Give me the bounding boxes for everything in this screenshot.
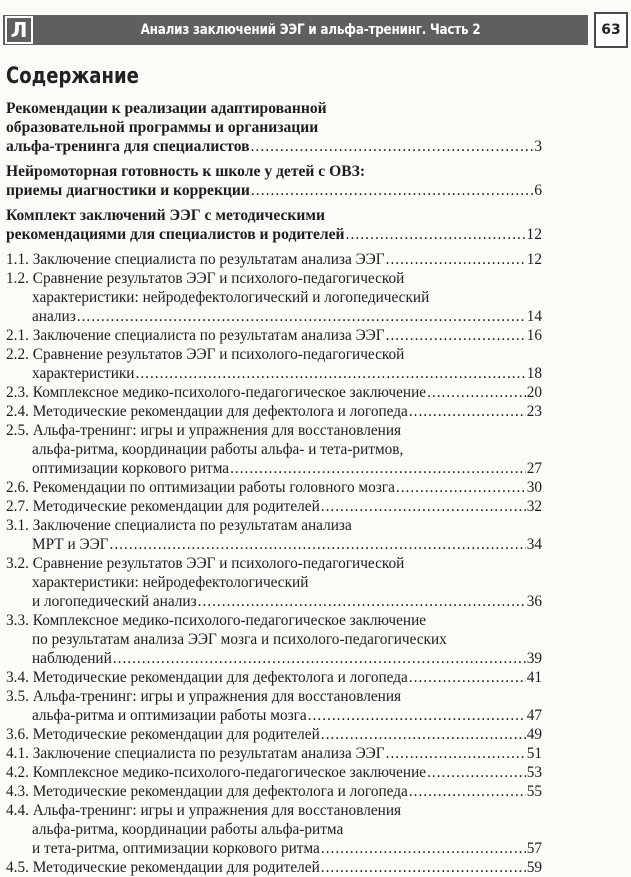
toc-page-number: 32: [526, 498, 542, 515]
dot-leader: [409, 402, 526, 421]
toc-entry-text: рекомендациями для специалистов и родителей: [6, 226, 345, 243]
toc-entry: [6, 516, 542, 554]
dot-leader: [346, 225, 526, 244]
toc-page-number: 23: [526, 403, 542, 420]
dot-leader: [321, 497, 526, 516]
toc-entry: [6, 554, 542, 611]
toc-entry: [6, 687, 542, 725]
toc-heading: Содержание: [6, 64, 139, 89]
dot-leader: [321, 858, 526, 877]
dot-leader: [77, 307, 526, 326]
toc-entry-text: 2.6. Рекомендации по оптимизации работы головного мозга: [6, 479, 395, 496]
toc-entry-text: 4.5. Методические рекомендации для родителей: [6, 859, 320, 876]
dot-leader: [386, 744, 526, 763]
toc-page-number: 55: [526, 783, 542, 800]
toc-page-number: 16: [526, 327, 542, 344]
toc-entry: [6, 162, 542, 200]
toc-entry-text: Комплект заключений ЭЭГ с методическими: [6, 207, 325, 224]
toc-page-number: 30: [526, 479, 542, 496]
toc-page-number: 49: [526, 726, 542, 743]
toc-page-number: 51: [526, 745, 542, 762]
toc-entry: [6, 725, 542, 744]
dot-leader: [396, 478, 526, 497]
toc-page-number: 3: [534, 138, 542, 155]
toc-entry-text: по результатам анализа ЭЭГ мозга и психолого-педагогических: [32, 631, 447, 648]
toc-entry-text: 1.2. Сравнение результатов ЭЭГ и психолого-педагогической: [6, 270, 405, 287]
toc-entry-text: 2.7. Методические рекомендации для родителей: [6, 498, 320, 515]
toc-entry-text: 4.1. Заключение специалиста по результатам анализа ЭЭГ: [6, 745, 385, 762]
dot-leader: [198, 592, 526, 611]
toc-entry: [6, 478, 542, 497]
toc-entry-text: альфа-ритма, координации работы альфа-ритма: [32, 821, 344, 838]
toc-entry-text: МРТ и ЭЭГ: [32, 536, 109, 553]
toc-page-number: 27: [526, 460, 542, 477]
toc-page-number: 20: [526, 384, 542, 401]
dot-leader: [251, 137, 534, 156]
toc-entry-text: 2.2. Сравнение результатов ЭЭГ и психолого-педагогической: [6, 346, 405, 363]
toc-page-number: 18: [526, 365, 542, 382]
toc-page-number: 14: [526, 308, 542, 325]
toc-entry-text: 2.3. Комплексное медико-психолого-педагогическое заключение: [6, 384, 427, 401]
toc-page-number: 36: [526, 593, 542, 610]
toc-entry-text: 4.4. Альфа-тренинг: игры и упражнения для восстановления: [6, 802, 402, 819]
dot-leader: [386, 250, 526, 269]
toc-entry-text: характеристики: нейродефектологический и логопедический: [32, 289, 430, 306]
toc-entry: [6, 99, 542, 156]
toc-entry: [6, 206, 542, 244]
toc-entry-text: и тета-ритма, оптимизации коркового ритма: [32, 840, 320, 857]
toc-entry: [6, 383, 542, 402]
publisher-logo: Л: [5, 16, 33, 44]
toc-entry: [6, 611, 542, 668]
toc-entry-text: Рекомендации к реализации адаптированной: [6, 100, 327, 117]
toc-entry: [6, 858, 542, 877]
toc-entry-text: 3.3. Комплексное медико-психолого-педагогическое заключение: [6, 612, 427, 629]
dot-leader: [113, 649, 526, 668]
toc-page-number: 41: [526, 669, 542, 686]
toc-entry-text: 3.1. Заключение специалиста по результатам анализа: [6, 517, 352, 534]
dot-leader: [427, 383, 526, 402]
toc-entry-text: альфа-тренинга для специалистов: [6, 138, 250, 155]
dot-leader: [321, 839, 526, 858]
toc-entry: [6, 497, 542, 516]
toc-entry-text: 3.6. Методические рекомендации для родителей: [6, 726, 320, 743]
toc-entry-text: 2.1. Заключение специалиста по результатам анализа ЭЭГ: [6, 327, 385, 344]
dot-leader: [136, 364, 526, 383]
toc-entry: [6, 668, 542, 687]
header-bar: [3, 15, 588, 45]
toc-page-number: 39: [526, 650, 542, 667]
toc-entry: [6, 345, 542, 383]
toc-entry: [6, 801, 542, 858]
toc-entry: [6, 402, 542, 421]
dot-leader: [230, 459, 526, 478]
toc-entry-text: анализ: [32, 308, 76, 325]
dot-leader: [409, 668, 526, 687]
toc-entry-text: 2.4. Методические рекомендации для дефектолога и логопеда: [6, 403, 408, 420]
toc-page-number: 47: [526, 707, 542, 724]
toc-page-number: 53: [526, 764, 542, 781]
toc-entry: [6, 421, 542, 478]
toc-entry-text: 2.5. Альфа-тренинг: игры и упражнения для восстановления: [6, 422, 402, 439]
toc-page-number: 57: [526, 840, 542, 857]
toc-entry-text: 3.5. Альфа-тренинг: игры и упражнения для восстановления: [6, 688, 402, 705]
toc-page-number: 12: [526, 226, 542, 243]
toc-entry-text: характеристики: нейродефектологический: [32, 574, 309, 591]
toc-entry: [6, 250, 542, 269]
dot-leader: [251, 181, 533, 200]
toc-entry-text: оптимизации коркового ритма: [32, 460, 230, 477]
toc-entry-text: альфа-ритма, координации работы альфа- и тета-ритмов,: [32, 441, 404, 458]
page-number: 63: [594, 12, 628, 48]
dot-leader: [321, 725, 526, 744]
running-title: Анализ заключений ЭЭГ и альфа-тренинг. Часть 2: [140, 22, 481, 38]
toc-entry-text: характеристики: [32, 365, 135, 382]
toc-entry-text: и логопедический анализ: [32, 593, 197, 610]
dot-leader: [427, 763, 526, 782]
toc-entry-text: 3.4. Методические рекомендации для дефектолога и логопеда: [6, 669, 408, 686]
table-of-contents: [6, 99, 542, 877]
toc-entry-text: 4.3. Методические рекомендации для дефектолога и логопеда: [6, 783, 408, 800]
toc-entry-text: 4.2. Комплексное медико-психолого-педагогическое заключение: [6, 764, 427, 781]
toc-page-number: 59: [526, 859, 542, 876]
toc-entry-text: Нейромоторная готовность к школе у детей с ОВЗ:: [6, 163, 366, 180]
toc-entry-text: 3.2. Сравнение результатов ЭЭГ и психолого-педагогической: [6, 555, 405, 572]
dot-leader: [409, 782, 526, 801]
toc-page-number: 6: [534, 182, 542, 199]
toc-entry-text: 1.1. Заключение специалиста по результатам анализа ЭЭГ: [6, 251, 385, 268]
toc-entry-text: альфа-ритма и оптимизации работы мозга: [32, 707, 307, 724]
dot-leader: [386, 326, 526, 345]
running-header: [3, 12, 628, 48]
toc-entry: [6, 269, 542, 326]
toc-entry-text: образовательной программы и организации: [6, 119, 319, 136]
dot-leader: [110, 535, 526, 554]
toc-entry: [6, 782, 542, 801]
toc-page-number: 12: [526, 251, 542, 268]
toc-entry-text: приемы диагностики и коррекции: [6, 182, 250, 199]
toc-entry: [6, 326, 542, 345]
toc-entry: [6, 763, 542, 782]
toc-entry: [6, 744, 542, 763]
dot-leader: [308, 706, 526, 725]
toc-page-number: 34: [526, 536, 542, 553]
toc-entry-text: наблюдений: [32, 650, 112, 667]
